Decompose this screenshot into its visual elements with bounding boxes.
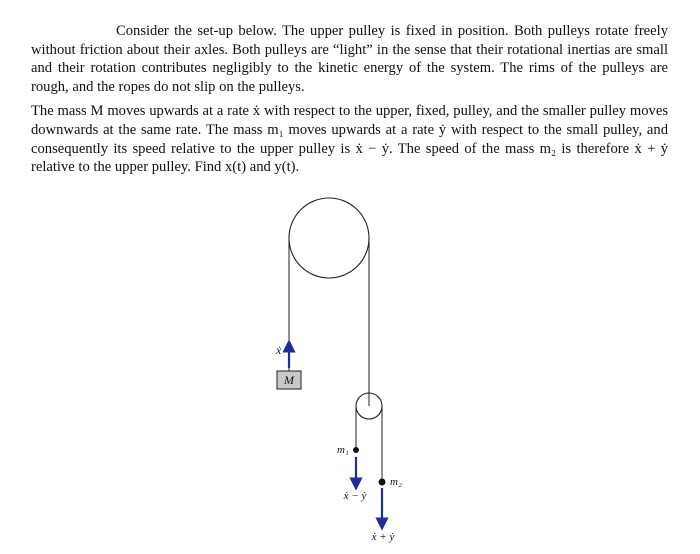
mass-M-label: M [284, 373, 294, 387]
arrow-m1-label: ẋ − ẏ [343, 490, 367, 502]
arrow-m2-label: ẋ + ẏ [371, 531, 395, 543]
mass-m2 [379, 479, 386, 486]
mass-m1-label: m₁ [337, 444, 349, 456]
arrow-M-label: ẋ [276, 343, 282, 357]
mass-m1 [353, 447, 359, 453]
upper-pulley [289, 198, 369, 278]
mass-m2-label: m₂ [390, 476, 402, 488]
paragraph-setup: Consider the set-up below. The upper pulley is fixed in position. Both pulleys rotate freely without friction about their axles. Both pulleys are “light” in the sense that their rotational inertias are small and their rotation contributes negligibly to the kinetic energy of the system. The rims of the pulleys are rough, and the ropes do not slip on the pulleys. [31, 23, 668, 95]
paragraph-question: The mass M moves upwards at a rate ẋ with respect to the upper, fixed, pulley, and the smaller pulley moves downwards at the same rate. The mass m₁ moves upwards at a rate ẏ with respect to the small pulley, and consequently its speed relative to the upper pulley is ẋ − ẏ. The speed of the mass m₂ is therefore ẋ + ẏ relative to the upper pulley. Find x(t) and y(t). [31, 103, 668, 176]
